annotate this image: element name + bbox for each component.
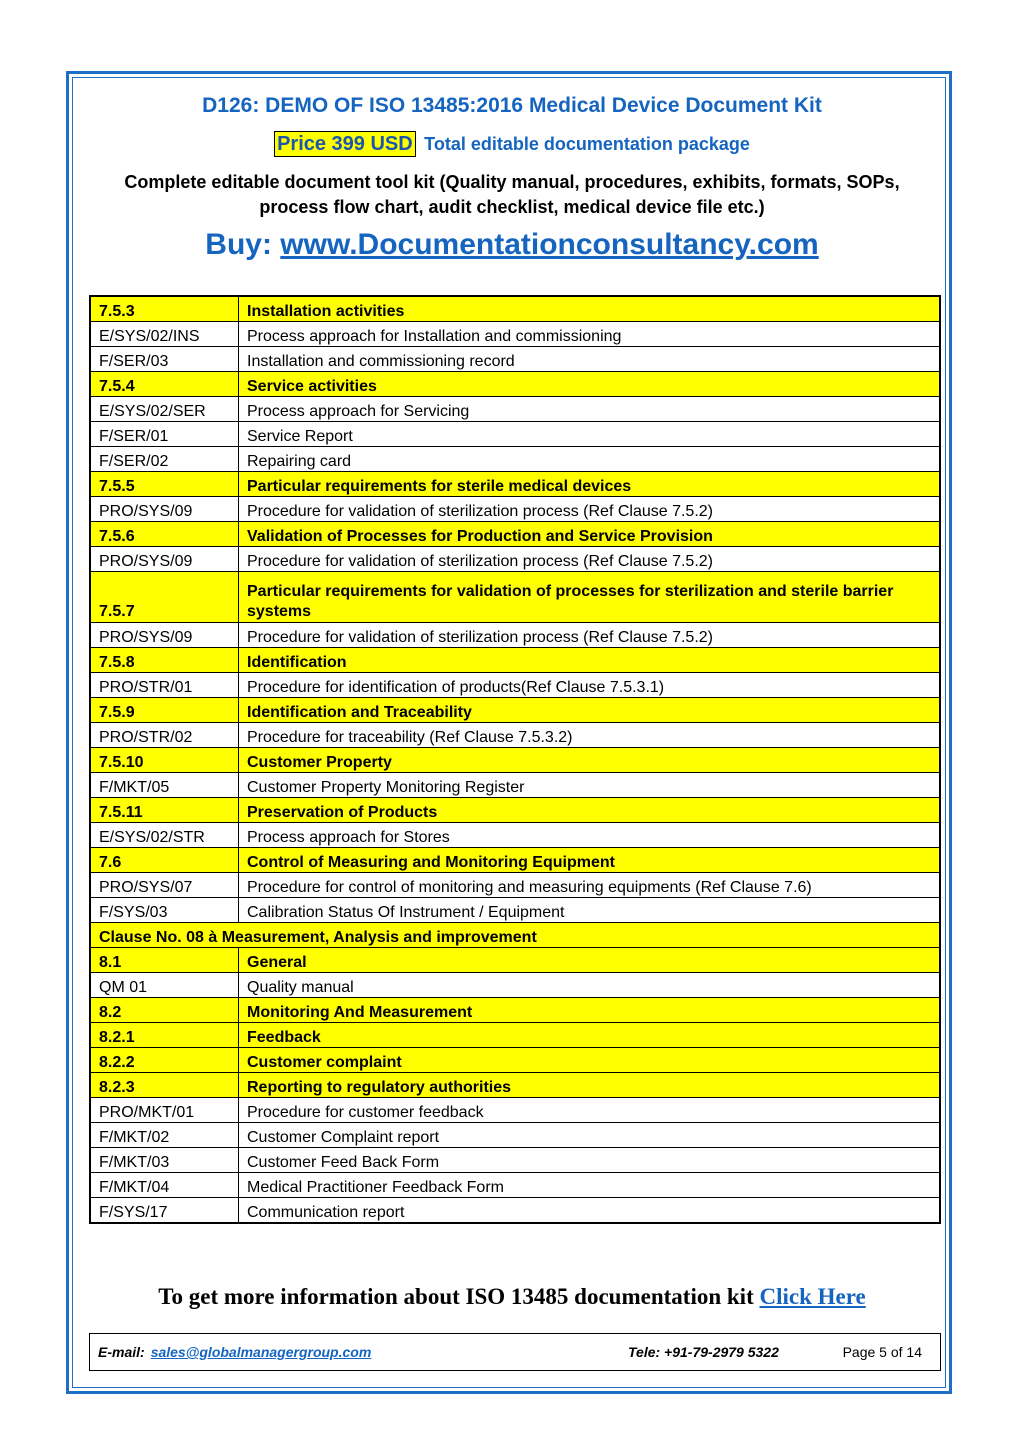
table-row — [90, 1173, 940, 1198]
document-description-cell: Preservation of Products — [239, 798, 941, 823]
document-code-cell: F/MKT/02 — [90, 1123, 239, 1148]
document-code-cell: E/SYS/02/INS — [90, 322, 239, 347]
table-row — [90, 1023, 940, 1048]
document-description-cell: Repairing card — [239, 447, 941, 472]
document-code-cell: E/SYS/02/STR — [90, 823, 239, 848]
document-code-cell: F/MKT/05 — [90, 773, 239, 798]
clause-heading-cell: Clause No. 08 à Measurement, Analysis and improvement — [90, 923, 940, 948]
table-row — [90, 648, 940, 673]
document-description-cell: Service Report — [239, 422, 941, 447]
document-description-cell: Service activities — [239, 372, 941, 397]
document-code-cell: F/SER/02 — [90, 447, 239, 472]
table-row — [90, 1123, 940, 1148]
document-description-cell: Process approach for Installation and commissioning — [239, 322, 941, 347]
document-description-cell: Installation activities — [239, 296, 941, 322]
document-code-cell: F/SER/01 — [90, 422, 239, 447]
table-row — [90, 973, 940, 998]
document-description-cell: Particular requirements for validation of processes for sterilization and sterile barrier systems — [239, 572, 941, 623]
document-description-cell: Customer Property — [239, 748, 941, 773]
more-info-text: To get more information about ISO 13485 documentation kit — [158, 1284, 754, 1309]
document-code-cell: E/SYS/02/SER — [90, 397, 239, 422]
document-description-cell: General — [239, 948, 941, 973]
page-number: Page 5 of 14 — [842, 1344, 922, 1360]
document-description-cell: Customer Feed Back Form — [239, 1148, 941, 1173]
table-row — [90, 998, 940, 1023]
table-row — [90, 1098, 940, 1123]
table-row — [90, 773, 940, 798]
table-row — [90, 698, 940, 723]
document-title: D126: DEMO OF ISO 13485:2016 Medical Device Document Kit — [202, 94, 822, 117]
document-description-cell: Validation of Processes for Production and Service Provision — [239, 522, 941, 547]
price-line — [70, 131, 954, 157]
table-row — [90, 898, 940, 923]
document-code-cell: PRO/SYS/09 — [90, 623, 239, 648]
click-here-link[interactable]: Click Here — [759, 1284, 866, 1309]
table-row — [90, 472, 940, 497]
document-code-cell: PRO/STR/01 — [90, 673, 239, 698]
table-row — [90, 923, 940, 948]
table-row — [90, 948, 940, 973]
table-row — [90, 572, 940, 623]
document-code-cell: 8.2 — [90, 998, 239, 1023]
document-code-cell: 7.5.5 — [90, 472, 239, 497]
document-description-cell: Identification — [239, 648, 941, 673]
document-code-cell: 7.5.8 — [90, 648, 239, 673]
document-description-cell: Procedure for validation of sterilization process (Ref Clause 7.5.2) — [239, 547, 941, 572]
table-row — [90, 1073, 940, 1098]
document-description-cell: Procedure for validation of sterilization process (Ref Clause 7.5.2) — [239, 623, 941, 648]
document-description-cell: Process approach for Servicing — [239, 397, 941, 422]
table-row — [90, 848, 940, 873]
document-description-cell: Process approach for Stores — [239, 823, 941, 848]
document-description-cell: Procedure for customer feedback — [239, 1098, 941, 1123]
document-code-cell: F/MKT/03 — [90, 1148, 239, 1173]
table-row — [90, 1198, 940, 1224]
document-code-cell: F/SYS/03 — [90, 898, 239, 923]
document-code-cell: PRO/SYS/09 — [90, 497, 239, 522]
document-code-cell: 7.5.6 — [90, 522, 239, 547]
document-code-cell: PRO/SYS/09 — [90, 547, 239, 572]
table-row — [90, 623, 940, 648]
document-description-cell: Reporting to regulatory authorities — [239, 1073, 941, 1098]
document-code-cell: F/SYS/17 — [90, 1198, 239, 1224]
table-row — [90, 873, 940, 898]
table-row — [90, 347, 940, 372]
table-row — [90, 748, 940, 773]
footer-email — [98, 1344, 371, 1360]
document-code-cell: PRO/SYS/07 — [90, 873, 239, 898]
table-row — [90, 1148, 940, 1173]
table-row — [90, 497, 940, 522]
document-description-cell: Procedure for traceability (Ref Clause 7.5.3.2) — [239, 723, 941, 748]
table-row — [90, 522, 940, 547]
document-description-cell: Procedure for identification of products(Ref Clause 7.5.3.1) — [239, 673, 941, 698]
buy-website-link[interactable]: www.Documentationconsultancy.com — [280, 228, 819, 261]
table-row — [90, 723, 940, 748]
table-row — [90, 322, 940, 347]
table-row — [90, 823, 940, 848]
document-description-cell: Customer Complaint report — [239, 1123, 941, 1148]
document-description-cell: Particular requirements for sterile medical devices — [239, 472, 941, 497]
document-code-cell: QM 01 — [90, 973, 239, 998]
document-list-body — [90, 296, 940, 1223]
document-code-cell: 7.5.11 — [90, 798, 239, 823]
document-description-cell: Monitoring And Measurement — [239, 998, 941, 1023]
table-row — [90, 1048, 940, 1073]
kit-description: Complete editable document tool kit (Quality manual, procedures, exhibits, formats, SOPs, process flow chart, audit checklist, medical device file etc.) — [124, 172, 900, 217]
document-code-cell: 8.2.2 — [90, 1048, 239, 1073]
footer-telephone: Tele: +91-79-2979 5322 — [628, 1344, 779, 1360]
document-code-cell: 7.5.4 — [90, 372, 239, 397]
buy-line — [70, 228, 954, 262]
document-code-cell: F/SER/03 — [90, 347, 239, 372]
document-code-cell: 7.5.3 — [90, 296, 239, 322]
document-description-cell: Procedure for control of monitoring and measuring equipments (Ref Clause 7.6) — [239, 873, 941, 898]
document-code-cell: 8.2.1 — [90, 1023, 239, 1048]
document-code-cell: 8.2.3 — [90, 1073, 239, 1098]
page-footer — [89, 1333, 941, 1371]
document-code-cell: F/MKT/04 — [90, 1173, 239, 1198]
document-list-table — [89, 295, 941, 1224]
document-code-cell: 7.5.9 — [90, 698, 239, 723]
table-row — [90, 372, 940, 397]
email-link[interactable]: sales@globalmanagergroup.com — [150, 1344, 372, 1360]
price-description: Total editable documentation package — [424, 134, 750, 154]
document-description-cell: Communication report — [239, 1198, 941, 1224]
email-label: E-mail: — [98, 1344, 145, 1360]
buy-label: Buy: — [205, 228, 272, 261]
document-code-cell: 7.5.7 — [90, 572, 239, 623]
document-description-cell: Control of Measuring and Monitoring Equipment — [239, 848, 941, 873]
document-description-cell: Calibration Status Of Instrument / Equipment — [239, 898, 941, 923]
table-row — [90, 447, 940, 472]
document-description-cell: Feedback — [239, 1023, 941, 1048]
table-row — [90, 547, 940, 572]
document-description-cell: Customer complaint — [239, 1048, 941, 1073]
document-code-cell: PRO/STR/02 — [90, 723, 239, 748]
price-badge: Price 399 USD — [274, 131, 416, 157]
more-info-line — [70, 1284, 954, 1310]
table-row — [90, 296, 940, 322]
document-description-cell: Installation and commissioning record — [239, 347, 941, 372]
document-code-cell: PRO/MKT/01 — [90, 1098, 239, 1123]
document-code-cell: 7.5.10 — [90, 748, 239, 773]
document-description-cell: Medical Practitioner Feedback Form — [239, 1173, 941, 1198]
document-description-cell: Identification and Traceability — [239, 698, 941, 723]
table-row — [90, 397, 940, 422]
document-description-cell: Procedure for validation of sterilization process (Ref Clause 7.5.2) — [239, 497, 941, 522]
table-row — [90, 673, 940, 698]
document-description-cell: Quality manual — [239, 973, 941, 998]
document-code-cell: 8.1 — [90, 948, 239, 973]
document-code-cell: 7.6 — [90, 848, 239, 873]
document-description-cell: Customer Property Monitoring Register — [239, 773, 941, 798]
table-row — [90, 798, 940, 823]
table-row — [90, 422, 940, 447]
